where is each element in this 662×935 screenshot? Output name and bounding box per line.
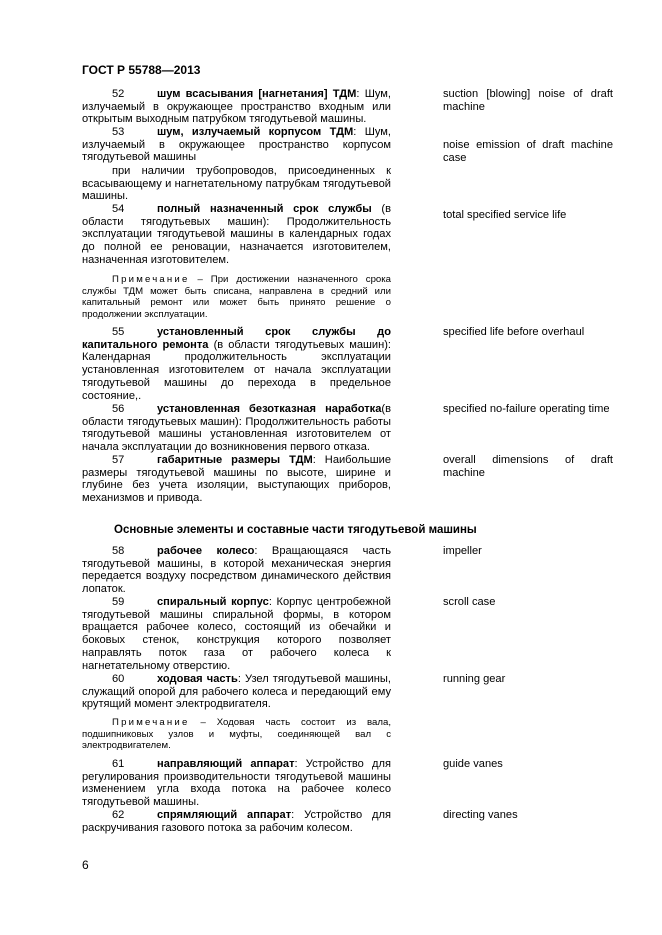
english-term-53: noise emission of draft machine case — [443, 139, 613, 164]
english-term-54: total specified service life — [443, 209, 567, 221]
entry-separator: : — [356, 88, 360, 100]
entry-definition: Устройство для раскручивания газового потока за рабочим колесом. — [82, 809, 391, 834]
term-entry-60 — [82, 673, 391, 711]
english-term-55: specified life before overhaul — [443, 326, 585, 338]
entry-number: 60 — [112, 673, 125, 685]
term-entry-53-continuation — [82, 165, 391, 203]
entry-definition: Корпус центробежной тягодутьевой машины спиральной формы, в котором вращается рабочее колесо, состоящий из обечайки и боковых стенок, конструкция которого позволяет направлять поток газа от рабочего колеса к нагнетательному отверстию. — [82, 596, 391, 672]
entry-definition: Вращающаяся часть тягодутьевой машины, в которой механическая энергия передается воздуху посредством динамического действия лопаток. — [82, 545, 391, 596]
entry-term: рабочее колесо — [157, 545, 255, 557]
note-text: – При достижении назначенного срока службы ТДМ может быть списана, направлена в средний или капитальный ремонт или может быть принято решение о продолжении эксплуатации. — [82, 274, 391, 320]
note-2 — [82, 717, 391, 752]
entry-term: установленная безотказная наработка — [157, 403, 382, 415]
entry-separator: : — [353, 126, 357, 138]
english-term-57: overall dimensions of draft machine — [443, 454, 613, 479]
entry-definition: Наибольшие размеры тягодутьевой машины по высоте, ширине и глубине без учета изоляции, выступающих приборов, механизмов и привода. — [82, 454, 391, 505]
entry-definition-continued: при наличии трубопроводов, присоединенных к всасывающему и нагнетательному патрубкам тягодутьевой машины. — [82, 165, 391, 203]
term-entry-55 — [82, 326, 391, 402]
term-entry-53 — [82, 126, 391, 164]
term-entry-57 — [82, 454, 391, 505]
term-entry-61 — [82, 758, 391, 809]
entry-definition: Узел тягодутьевой машины, служащий опорой для рабочего колеса и передающий ему крутящий момент электродвигателя. — [82, 673, 391, 711]
entry-term: полный назначенный срок службы — [157, 203, 372, 215]
term-entry-59 — [82, 596, 391, 672]
entry-term: установленный срок службы до капитального ремонта — [82, 326, 391, 351]
entry-term: спрямляющий аппарат — [157, 809, 292, 821]
section-title: Основные элементы и составные части тягодутьевой машины — [114, 524, 477, 536]
entry-separator: : — [291, 809, 295, 821]
term-entry-56 — [82, 403, 391, 454]
english-term-60: running gear — [443, 673, 506, 685]
note-text: – Ходовая часть состоит из вала, подшипниковых узлов и муфты, соединяющей вал с электродвигателем. — [82, 717, 391, 752]
entry-number: 61 — [112, 758, 125, 770]
entry-definition: Устройство для регулирования производительности тягодутьевой машины изменением угла входа потока на рабочее колесо тягодутьевой машины. — [82, 758, 392, 809]
english-term-52: suction [blowing] noise of draft machine — [443, 88, 613, 113]
entry-term: направляющий аппарат — [157, 758, 295, 770]
entry-number: 58 — [112, 545, 125, 557]
note-label: Примечание — [112, 717, 190, 728]
term-entry-52 — [82, 88, 391, 126]
term-entry-62 — [82, 809, 391, 834]
entry-separator: : — [312, 454, 316, 466]
document-header: ГОСТ Р 55788—2013 — [82, 63, 201, 77]
term-entry-58 — [82, 545, 391, 596]
entry-separator: : — [294, 758, 298, 770]
term-entry-54 — [82, 203, 391, 267]
english-term-58: impeller — [443, 545, 482, 557]
english-term-56: specified no-failure operating time — [443, 403, 610, 415]
entry-number: 54 — [112, 203, 125, 215]
note-1 — [82, 274, 391, 320]
entry-term: ходовая часть — [157, 673, 238, 685]
english-term-62: directing vanes — [443, 809, 518, 821]
page-number: 6 — [82, 858, 89, 872]
entry-number: 52 — [112, 88, 125, 100]
entry-definition: (в области тягодутьевых машин): Продолжительность эксплуатации тягодутьевой машины в календарных годах до полной ее реновации, назначается изготовителем, назначенная изготовителем. — [82, 203, 391, 266]
entry-definition: (в области тягодутьевых машин): Продолжительность работы тягодутьевой машины установленная изготовителем от начала эксплуатации до возникновения первого отказа. — [82, 403, 391, 454]
entry-definition: Шум, излучаемый в окружающее пространство входным или открытым выходным патрубком тягодутьевой машины. — [82, 88, 391, 126]
entry-separator: : — [254, 545, 258, 557]
english-term-61: guide vanes — [443, 758, 503, 770]
entry-separator: : — [268, 596, 272, 608]
entry-definition: (в области тягодутьевых машин): Календарная продолжительность эксплуатации установленная изготовителем от начала эксплуатации тягодутьевой машины до перехода в предельное состояние,. — [82, 338, 391, 402]
entry-term: габаритные размеры ТДМ — [157, 454, 313, 466]
entry-number: 53 — [112, 126, 125, 138]
entry-number: 59 — [112, 596, 125, 608]
entry-definition: Шум, излучаемый в окружающее пространство корпусом тягодутьевой машины — [82, 126, 392, 164]
entry-separator: : — [237, 673, 241, 685]
entry-term: шум всасывания [нагнетания] ТДМ — [157, 88, 357, 100]
english-term-59: scroll case — [443, 596, 496, 608]
entry-number: 56 — [112, 403, 125, 415]
entry-term: спиральный корпус — [157, 596, 269, 608]
entry-number: 57 — [112, 454, 125, 466]
entry-number: 62 — [112, 809, 125, 821]
entry-term: шум, излучаемый корпусом ТДМ — [157, 126, 354, 138]
note-label: Примечание — [112, 274, 190, 285]
entry-number: 55 — [112, 326, 125, 338]
